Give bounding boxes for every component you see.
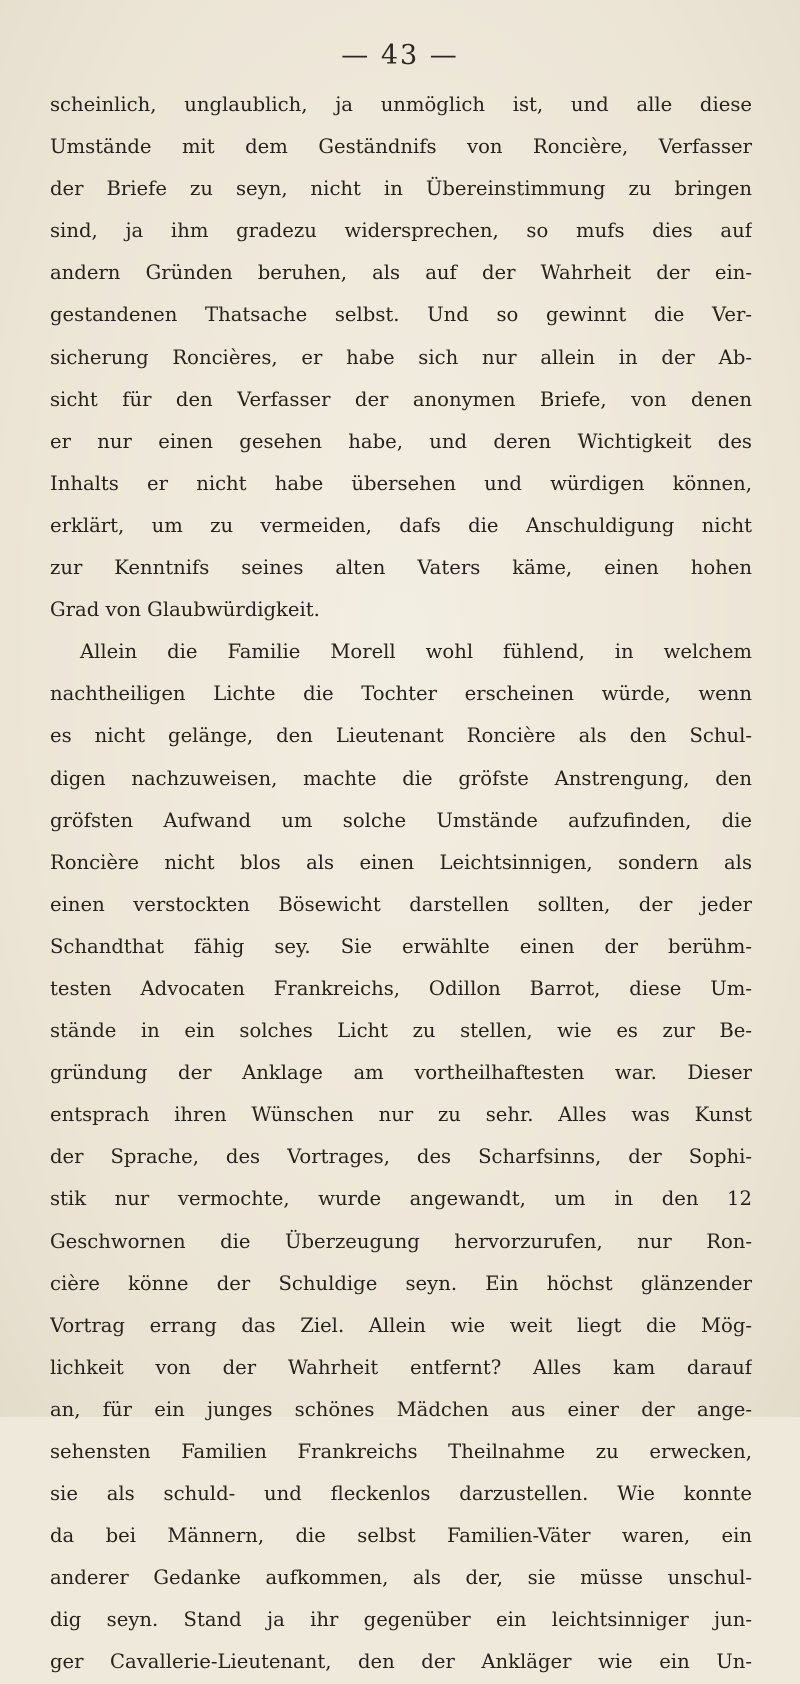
text-line: andern Gründen beruhen, als auf der Wahrheit der ein-: [50, 261, 752, 285]
text-line: da bei Männern, die selbst Familien-Väter waren, ein: [50, 1524, 752, 1548]
text-line: Inhalts er nicht habe übersehen und würdigen können,: [50, 471, 752, 495]
text-line: es nicht gelänge, den Lieutenant Roncière als den Schul-: [50, 724, 752, 748]
text-line: erklärt, um zu vermeiden, dafs die Anschuldigung nicht: [50, 513, 752, 537]
text-line: gründung der Anklage am vortheilhaftesten war. Dieser: [50, 1061, 752, 1085]
text-line: testen Advocaten Frankreichs, Odillon Barrot, diese Um-: [50, 976, 752, 1000]
text-line: stik nur vermochte, wurde angewandt, um in den 12: [50, 1187, 752, 1211]
text-line: stände in ein solches Licht zu stellen, wie es zur Be-: [50, 1019, 752, 1043]
text-line: anderer Gedanke aufkommen, als der, sie müsse unschul-: [50, 1566, 752, 1590]
body-text: [50, 84, 752, 1684]
text-line: entsprach ihren Wünschen nur zu sehr. Alles was Kunst: [50, 1103, 752, 1127]
text-line: Vortrag errang das Ziel. Allein wie weit liegt die Mög-: [50, 1313, 752, 1337]
text-line: nachtheiligen Lichte die Tochter erscheinen würde, wenn: [50, 682, 752, 706]
text-line: Grad von Glaubwürdigkeit.: [50, 598, 320, 622]
text-line: sehensten Familien Frankreichs Theilnahme zu erwecken,: [50, 1440, 752, 1463]
text-line: sind, ja ihm gradezu widersprechen, so mufs dies auf: [50, 219, 752, 243]
text-line: sicherung Roncières, er habe sich nur allein in der Ab-: [50, 345, 752, 369]
text-line: digen nachzuweisen, machte die gröfste Anstrengung, den: [50, 766, 752, 790]
page-number-header: — 43 —: [341, 40, 459, 71]
text-line: Roncière nicht blos als einen Leichtsinnigen, sondern als: [50, 850, 752, 874]
text-line: gröfsten Aufwand um solche Umstände aufzufinden, die: [50, 808, 752, 832]
text-line: einen verstockten Bösewicht darstellen sollten, der jeder: [50, 892, 752, 916]
text-line: dig seyn. Stand ja ihr gegenüber ein leichtsinniger jun-: [50, 1608, 752, 1632]
text-line: ger Cavallerie-Lieutenant, den der Ankläger wie ein Un-: [50, 1650, 752, 1674]
text-line: sicht für den Verfasser der anonymen Briefe, von denen: [50, 387, 752, 411]
text-line: an, für ein junges schönes Mädchen aus einer der ange-: [50, 1397, 752, 1421]
text-line: cière könne der Schuldige seyn. Ein höchst glänzender: [50, 1271, 752, 1295]
text-line: sie als schuld- und fleckenlos darzustellen. Wie konnte: [50, 1482, 752, 1506]
text-line: der Briefe zu seyn, nicht in Übereinstimmung zu bringen: [50, 177, 752, 201]
text-line: gestandenen Thatsache selbst. Und so gewinnt die Ver-: [50, 303, 752, 327]
text-line: Umstände mit dem Geständnifs von Roncière, Verfasser: [50, 135, 752, 159]
text-line: Schandthat fähig sey. Sie erwählte einen der berühm-: [50, 934, 752, 958]
text-line: Geschwornen die Überzeugung hervorzurufen, nur Ron-: [50, 1229, 752, 1253]
text-line: er nur einen gesehen habe, und deren Wichtigkeit des: [50, 429, 752, 453]
text-line: Allein die Familie Morell wohl fühlend, in welchem: [80, 640, 752, 664]
text-line: scheinlich, unglaublich, ja unmöglich ist, und alle diese: [50, 93, 752, 116]
text-line: lichkeit von der Wahrheit entfernt? Alles kam darauf: [50, 1355, 752, 1379]
text-line: der Sprache, des Vortrages, des Scharfsinns, der Sophi-: [50, 1145, 752, 1169]
text-line: zur Kenntnifs seines alten Vaters käme, einen hohen: [50, 556, 752, 580]
